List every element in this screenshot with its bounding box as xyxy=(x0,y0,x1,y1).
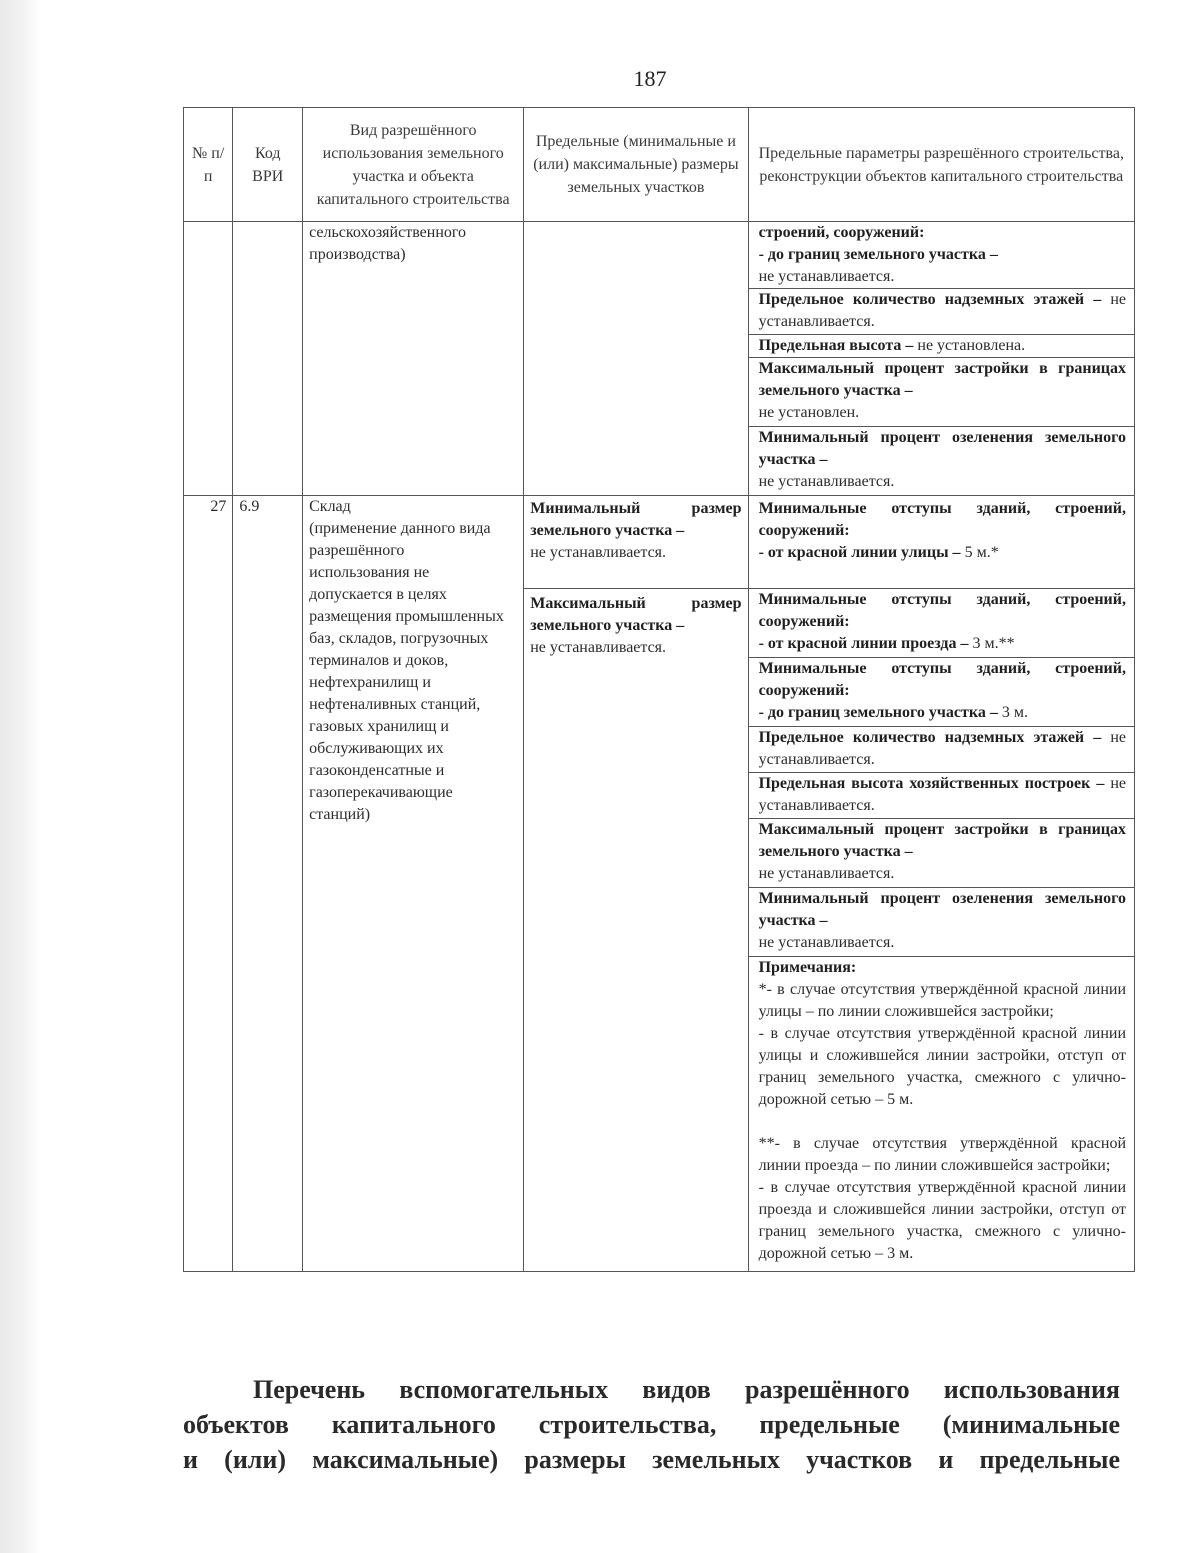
param-cell: Предельное количество надземных этажей – не устанавливается. xyxy=(748,289,1134,335)
use-type-note: (применение данного вида разрешённого использования не допускается в целях размещения промышленных баз, складов, погрузочных терминалов и доков, нефтехранилищ и нефтеналивных станций, газовых хранилищ и обслуживающих их газоконденсатные и газоперекачивающие станций) xyxy=(309,520,504,823)
header-num: № п/п xyxy=(184,108,233,222)
param-cell: Минимальные отступы зданий, строений, сооружений: - до границ земельного участка – 3 м. xyxy=(748,658,1134,727)
param-cell: Минимальные отступы зданий, строений, сооружений: - от красной линии улицы – 5 м.* xyxy=(748,496,1134,589)
heading-line-1: Перечень вспомогательных видов разрешённого использования xyxy=(253,1375,1120,1404)
cell-size-cont xyxy=(524,222,748,496)
scan-shadow xyxy=(0,0,40,1553)
note-item: - в случае отсутствия утверждённой красной линии проезда и сложившейся линии застройки, отступ от границ земельного участка, смежного с улично-дорожной сетью – 3 м. xyxy=(758,1179,1126,1262)
param-cell: Предельная высота хозяйственных построек – не устанавливается. xyxy=(748,773,1134,819)
cell-code-cont xyxy=(233,222,303,496)
param-cell: Минимальный процент озеленения земельного участка – не устанавливается. xyxy=(748,888,1134,957)
param-cell: Минимальные отступы зданий, строений, сооружений: - от красной линии проезда – 3 м.** xyxy=(748,589,1134,658)
header-build-params: Предельные параметры разрешённого строительства, реконструкции объектов капитального строительства xyxy=(748,108,1134,222)
cell-max-size: Максимальный размер земельного участка – не устанавливается. xyxy=(524,589,748,1272)
notes-title: Примечания: xyxy=(758,959,857,976)
heading-line-3: и (или) максимальные) размеры земельных участков и предельные xyxy=(183,1445,1120,1474)
param-cell: строений, сооружений: - до границ земельного участка – не устанавливается. xyxy=(748,222,1134,289)
param-cell: Предельная высота – не установлена. xyxy=(748,335,1134,358)
cell-use-type-cont: сельскохозяйственного производства) xyxy=(303,222,524,496)
note-item: *- в случае отсутствия утверждённой красной линии улицы – по линии сложившейся застройки; xyxy=(758,981,1126,1020)
note-item: - в случае отсутствия утверждённой красной линии улицы и сложившейся линии застройки, отступ от границ земельного участка, смежного с улично-дорожной сетью – 5 м. xyxy=(758,1025,1126,1108)
zoning-table xyxy=(183,107,1135,1272)
header-use-type: Вид разрешённого использования земельного участка и объекта капитального строительства xyxy=(303,108,524,222)
heading-line-2: объектов капитального строительства, предельные (минимальные xyxy=(183,1410,1120,1439)
note-gap xyxy=(759,1111,1126,1133)
header-plot-sizes: Предельные (минимальные и (или) максимальные) размеры земельных участков xyxy=(524,108,748,222)
cell-code: 6.9 xyxy=(233,496,303,1272)
cell-num-cont xyxy=(184,222,233,496)
section-heading xyxy=(183,1372,1120,1477)
param-cell: Максимальный процент застройки в границах земельного участка – не установлен. xyxy=(748,358,1134,427)
cell-num: 27 xyxy=(184,496,233,1272)
header-code: Код ВРИ xyxy=(233,108,303,222)
param-cell: Минимальный процент озеленения земельного участка – не устанавливается. xyxy=(748,427,1134,496)
use-type-title: Склад xyxy=(309,498,351,515)
cell-min-size: Минимальный размер земельного участка – не устанавливается. xyxy=(524,496,748,589)
table-row xyxy=(184,496,1135,589)
notes-cell xyxy=(748,957,1134,1272)
cell-use-type xyxy=(303,496,524,1272)
table-row xyxy=(184,222,1135,289)
param-cell: Максимальный процент застройки в границах земельного участка – не устанавливается. xyxy=(748,819,1134,888)
page-number: 187 xyxy=(633,66,667,91)
param-cell: Предельное количество надземных этажей – не устанавливается. xyxy=(748,727,1134,773)
note-item: **- в случае отсутствия утверждённой красной линии проезда – по линии сложившейся застройки; xyxy=(758,1135,1126,1174)
table-header-row xyxy=(184,108,1135,222)
